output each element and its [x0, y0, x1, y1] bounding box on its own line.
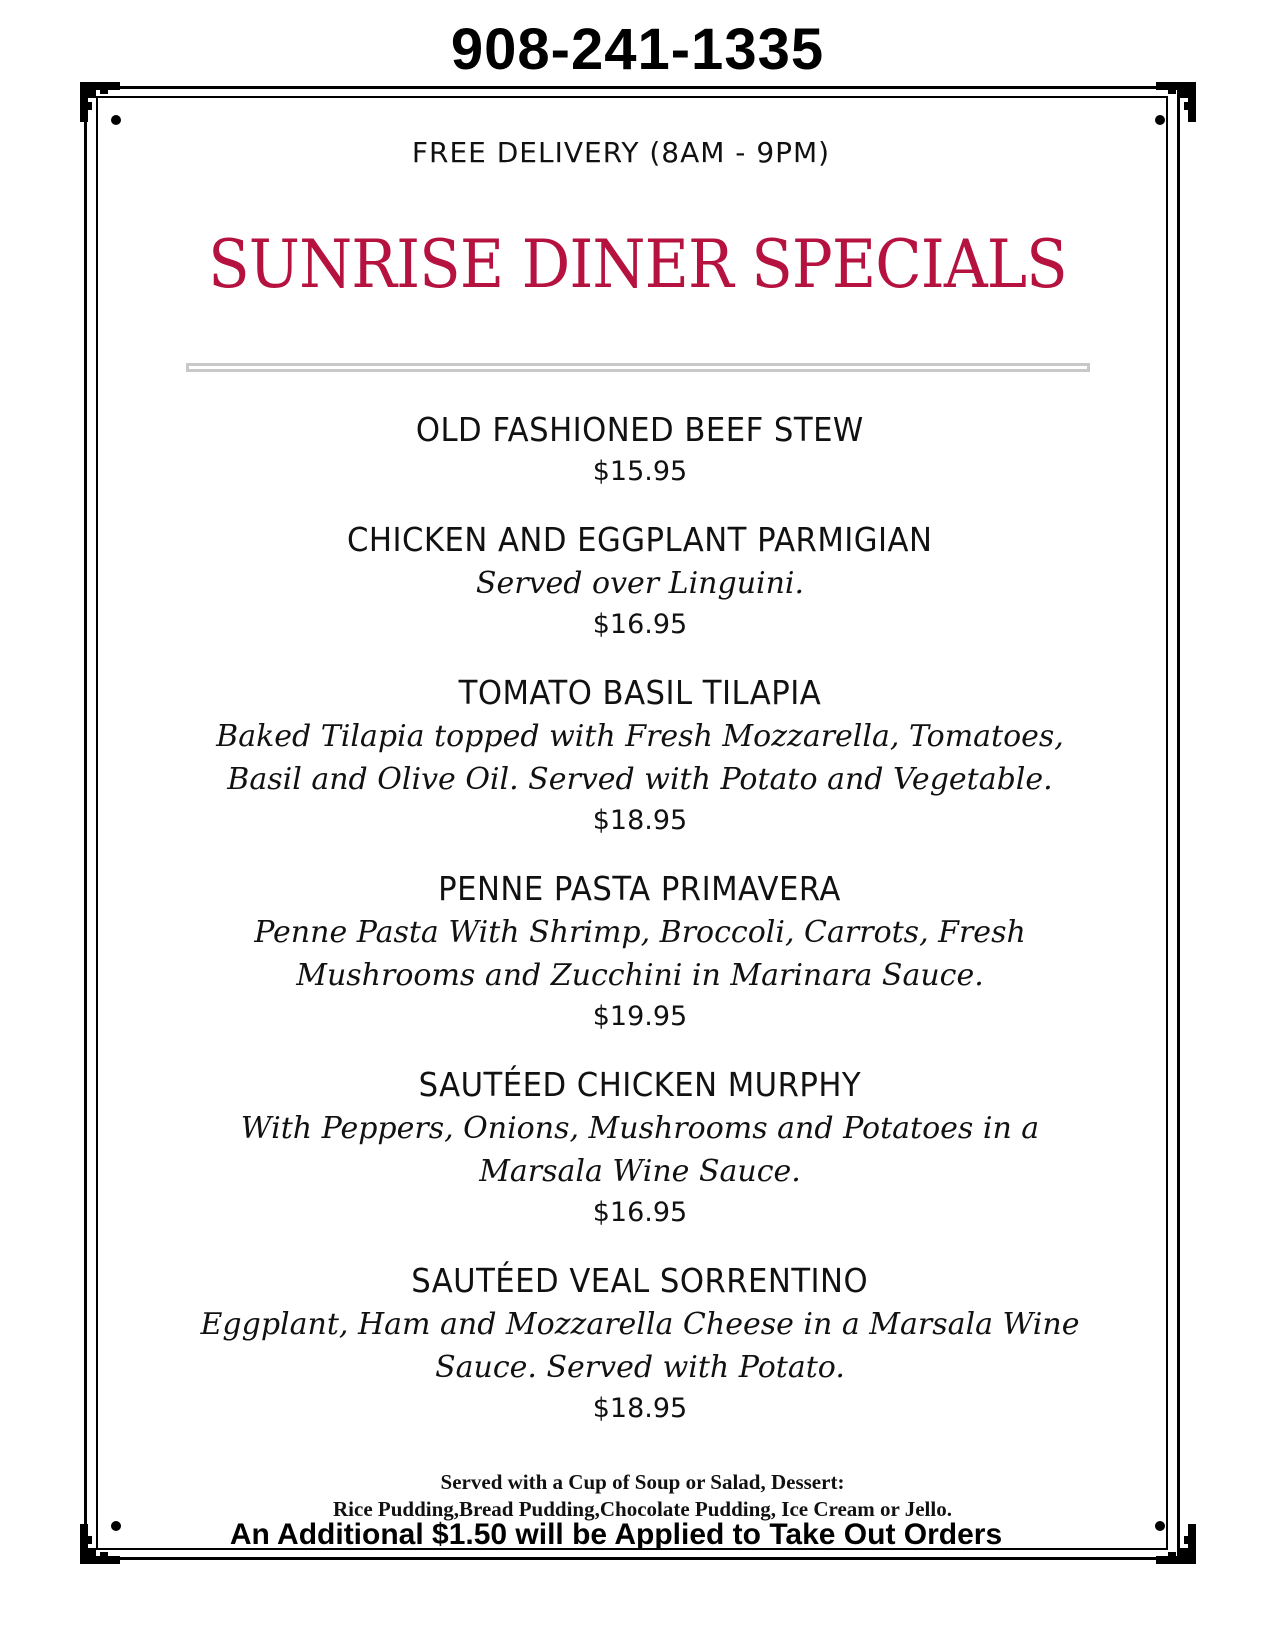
- menu-item-name: CHICKEN AND EGGPLANT PARMIGIAN: [347, 520, 933, 559]
- delivery-hours: FREE DELIVERY (8AM - 9PM): [411, 136, 831, 169]
- menu-item-price: $18.95: [592, 1393, 688, 1424]
- menu-list: [190, 408, 1090, 1455]
- menu-item-description: Eggplant, Ham and Mozzarella Cheese in a Marsala Wine Sauce. Served with Potato.: [200, 1307, 1080, 1385]
- menu-item: [190, 1259, 1090, 1429]
- menu-item-name: TOMATO BASIL TILAPIA: [458, 673, 822, 712]
- menu-item-name: PENNE PASTA PRIMAVERA: [438, 869, 842, 908]
- corner-ornament-icon: [80, 82, 136, 138]
- menu-item: [190, 867, 1090, 1037]
- menu-item-name: OLD FASHIONED BEEF STEW: [416, 410, 864, 449]
- menu-item-description: Penne Pasta With Shrimp, Broccoli, Carrots, Fresh Mushrooms and Zucchini in Marinara Sauce.: [254, 915, 1026, 993]
- title-divider: [186, 363, 1090, 372]
- menu-item-description: Baked Tilapia topped with Fresh Mozzarella, Tomatoes, Basil and Olive Oil. Served with Potato and Vegetable.: [216, 719, 1064, 797]
- menu-item-name: SAUTÉED VEAL SORRENTINO: [411, 1261, 869, 1300]
- menu-item-price: $19.95: [592, 1001, 688, 1032]
- menu-item-description: With Peppers, Onions, Mushrooms and Potatoes in a Marsala Wine Sauce.: [240, 1111, 1040, 1189]
- footer-dessert-options: Rice Pudding,Bread Pudding,Chocolate Pudding, Ice Cream or Jello.: [333, 1497, 952, 1521]
- menu-item-price: $15.95: [592, 456, 688, 487]
- menu-item-name: SAUTÉED CHICKEN MURPHY: [418, 1065, 862, 1104]
- menu-item-price: $16.95: [592, 1197, 688, 1228]
- menu-item: [190, 1063, 1090, 1233]
- menu-item-price: $16.95: [592, 609, 688, 640]
- menu-item-price: $18.95: [592, 805, 688, 836]
- menu-item: [190, 518, 1090, 645]
- phone-number: 908-241-1335: [450, 17, 825, 82]
- menu-item: [190, 671, 1090, 841]
- menu-item: [190, 408, 1090, 492]
- corner-ornament-icon: [1140, 82, 1196, 138]
- page-title: SUNRISE DINER SPECIALS: [208, 226, 1067, 303]
- footer-takeout-note: An Additional $1.50 will be Applied to Take Out Orders: [229, 1518, 1003, 1551]
- menu-item-description: Served over Linguini.: [475, 566, 805, 601]
- footer-sides-note: Served with a Cup of Soup or Salad, Dessert:: [440, 1470, 845, 1494]
